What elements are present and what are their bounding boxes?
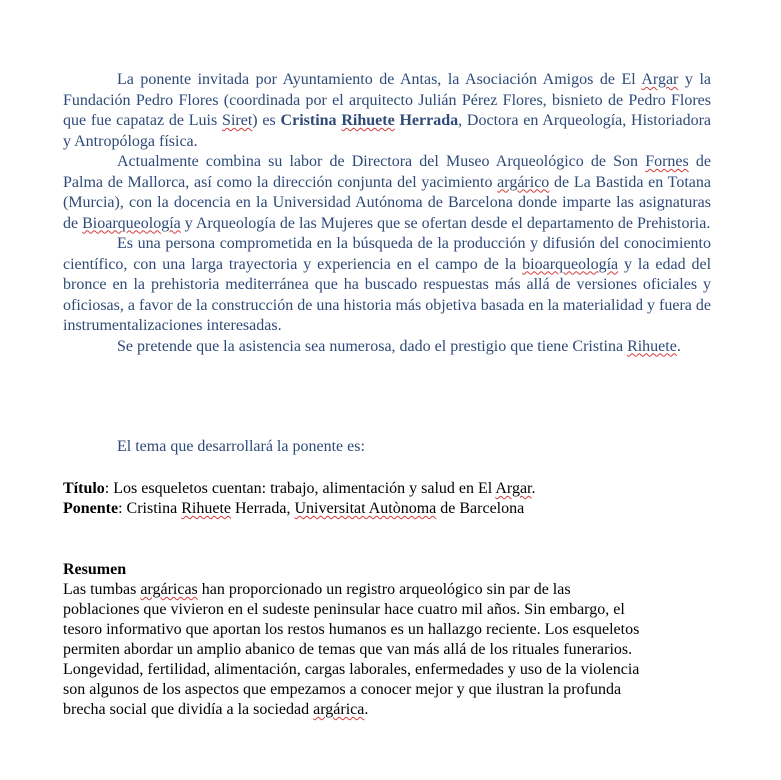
text-run: La ponente invitada por Ayuntamiento de Antas, la Asociación Amigos de El	[117, 71, 642, 88]
summary-line	[63, 580, 713, 600]
intro-paragraph-3	[63, 234, 711, 337]
summary-line: poblaciones que vivieron en el sudeste peninsular hace cuatro mil años. Sin embargo, el	[63, 601, 625, 618]
text-run: brecha social que dividía a la sociedad	[63, 701, 314, 718]
spellcheck-word: argárica	[313, 701, 365, 718]
text-run: y la edad del bronce en la prehistoria mediterránea que ha buscado respuestas más allá de versiones oficiales y oficiosas, a favor de la construcción de una historia más objetiva basada en la materialidad y fuera de instrumentalizaciones interesadas.	[63, 255, 712, 334]
spellcheck-word: Fornes	[645, 153, 689, 170]
theme-intro-line: El tema que desarrollará la ponente es:	[117, 438, 365, 455]
spellcheck-word: Rihuete	[181, 500, 231, 517]
intro-paragraph-4	[63, 337, 711, 358]
talk-speaker-line	[63, 499, 536, 519]
text-run: : Los esqueletos cuentan: trabajo, alimentación y salud en El	[104, 480, 496, 497]
spellcheck-word: Universitat Autònoma	[294, 500, 437, 517]
text-run: ) es	[252, 112, 281, 129]
text-run: y Arqueología de las Mujeres que se ofertan desde el departamento de Prehistoria.	[180, 214, 711, 232]
spellcheck-word: Rihuete	[627, 337, 677, 355]
summary-line: son algunos de los aspectos que empezamos a conocer mejor y que ilustran la profunda	[63, 681, 622, 698]
intro-paragraph-2	[63, 152, 711, 234]
intro-section	[63, 70, 711, 357]
text-run: , Doctora en Arqueología, Historiadora y Antropóloga física.	[63, 112, 712, 150]
text-run: de La Bastida en Totana (Murcia), con la docencia en la Universidad Autónoma de Barcelona donde imparte las asignaturas de	[63, 173, 711, 232]
spellcheck-word: argárico	[497, 173, 550, 191]
summary-section	[63, 560, 713, 720]
text-run: Actualmente combina su labor de Directora del Museo Arqueológico de Son	[117, 153, 646, 170]
text-run: de Barcelona	[436, 500, 525, 517]
text-run: han proporcionado un registro arqueológico sin par de las	[197, 581, 571, 598]
text-run: Herrada	[394, 112, 459, 129]
text-run: Se pretende que la asistencia sea numerosa, dado el prestigio que tiene Cristina	[117, 337, 628, 355]
spellcheck-word: bioarqueología	[522, 255, 619, 273]
spellcheck-word: Argar	[641, 71, 679, 88]
text-run: Es una persona comprometida en la búsqueda de la producción y difusión del conocimiento científico, con una larga trayectoria y experiencia en el campo de la	[63, 235, 711, 273]
summary-line	[63, 700, 713, 720]
text-run: .	[364, 701, 369, 718]
spellcheck-word: Siret	[222, 112, 253, 129]
summary-line: permiten abordar un amplio abanico de temas que van más allá de los rituales funerarios.	[63, 641, 633, 658]
speaker-name	[281, 112, 459, 129]
text-run: y la Fundación Pedro Flores (coordinada por el arquitecto Julián Pérez Flores, bisnieto de Pedro Flores que fue capataz de Luis	[63, 71, 711, 129]
spellcheck-word: Bioarqueología	[82, 214, 181, 232]
talk-speaker-label: Ponente	[63, 500, 119, 517]
text-run: .	[531, 480, 536, 497]
talk-title-label: Título	[63, 480, 105, 497]
text-run: Cristina	[280, 112, 342, 129]
summary-line: tesoro informativo que aportan los restos humanos es un hallazgo reciente. Los esqueletos	[63, 621, 640, 638]
talk-title-line	[63, 479, 536, 499]
summary-line: Longevidad, fertilidad, alimentación, cargas laborales, enfermedades y uso de la violencia	[63, 661, 640, 678]
summary-heading: Resumen	[63, 561, 127, 578]
text-run: .	[676, 337, 681, 355]
spellcheck-word: Argar	[495, 480, 532, 497]
intro-paragraph-1	[63, 70, 711, 152]
text-run: Las tumbas	[63, 581, 141, 598]
talk-details	[63, 479, 536, 519]
spellcheck-word: Rihuete	[341, 112, 395, 129]
text-run: de Palma de Mallorca, así como la dirección conjunta del yacimiento	[63, 153, 711, 191]
spellcheck-word: argáricas	[140, 581, 198, 598]
text-run: : Cristina	[118, 500, 182, 517]
text-run: Herrada,	[230, 500, 295, 517]
